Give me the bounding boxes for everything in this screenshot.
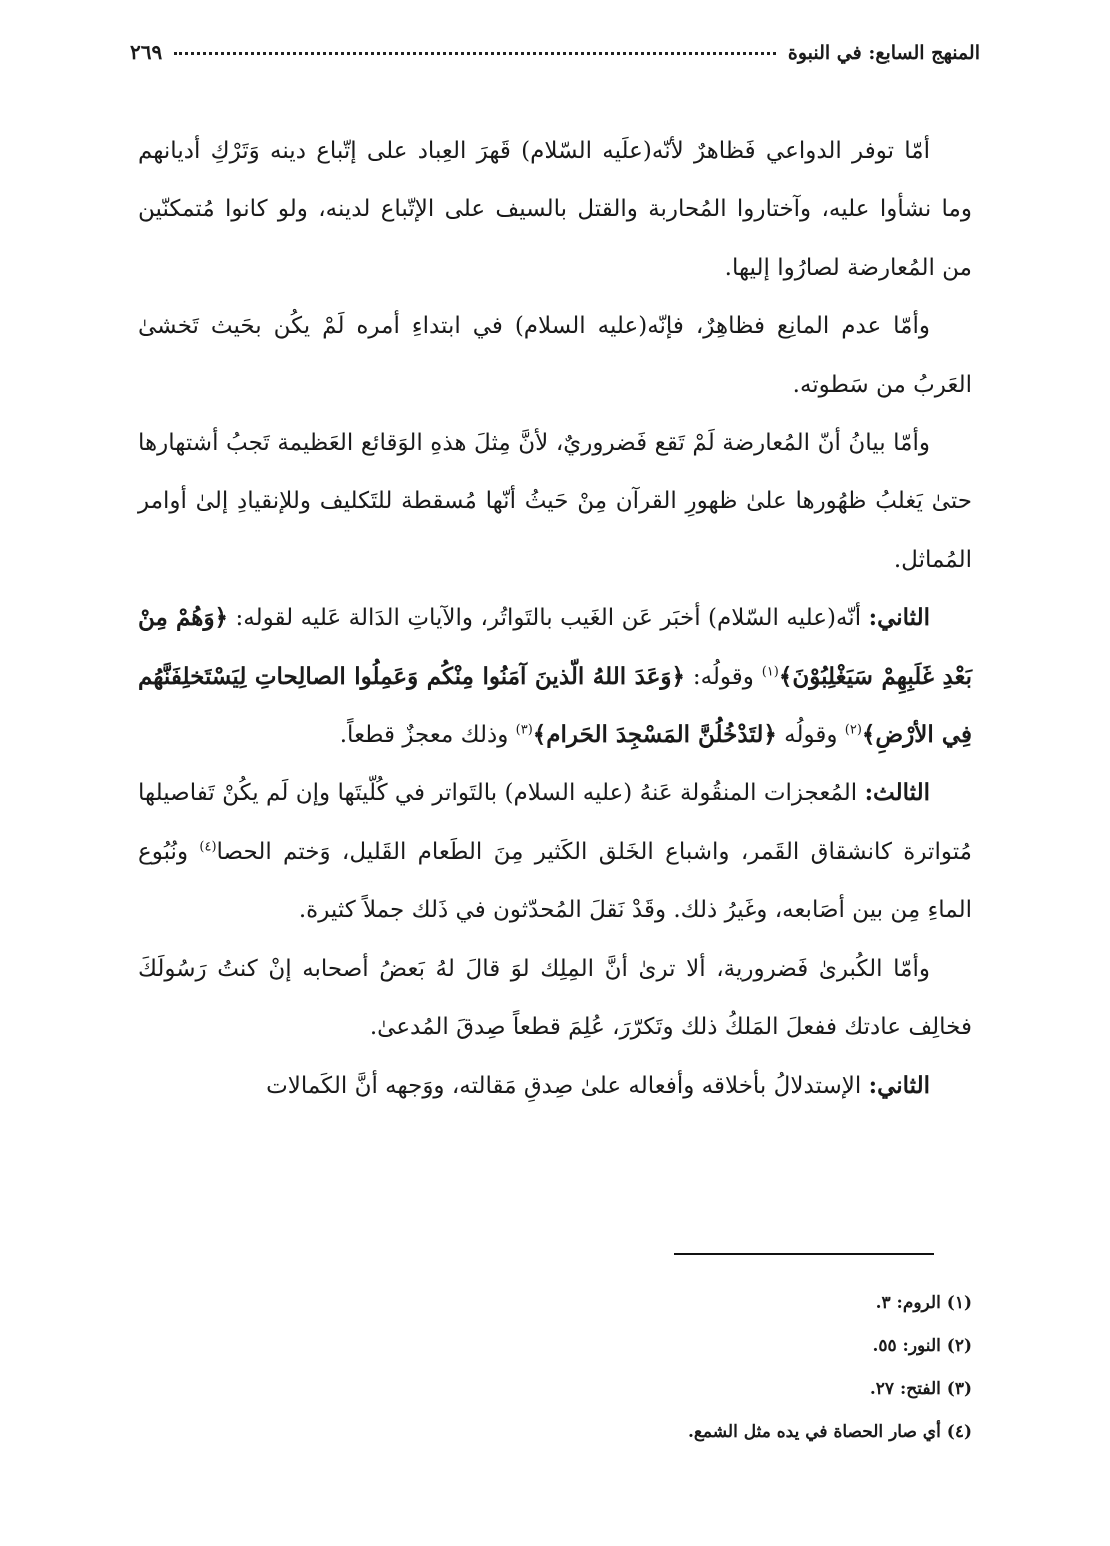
paragraph-5 <box>138 764 972 939</box>
paragraph-4-intro: أنّه(عليه السّلام) أخبَر عَن الغَيب بالتَواتُر، والآياتِ الدَالة عَليه لقوله: <box>228 605 869 632</box>
footnote-1: (١) الروم: ٣. <box>875 1293 972 1313</box>
footnotes <box>138 1282 972 1454</box>
paragraph-2: وأمّا عدم المانِع فظاهِرٌ، فإنّه(عليه السلام) في ابتداءِ أمره لَمْ يكُن بحَيث تَخشىٰ العَربُ من سَطوته. <box>138 313 972 398</box>
paragraph-5-text-a: المُعجزات المنقُولة عَنهُ (عليه السلام) بالتَواتر في كُلّيتَها وإن لَم يكُنْ تَفاصيلها مُتواترة كانشقاق القَمر، واشباع الخَلق الكَثير مِنَ الطَعام القَليل، وَختم الحصا <box>138 780 972 865</box>
header-dot-leader <box>174 52 776 55</box>
footnote-ref-4: (٤) <box>199 839 217 855</box>
quran-verse-3: ﴿لتَدْخُلُنَّ المَسْجِدَ الحَرام﴾ <box>532 721 777 749</box>
paragraph-7-text: الإستدلالُ بأخلاقه وأفعاله علىٰ صِدقِ مَقالته، ووَجهه أنَّ الكَمالات <box>266 1072 869 1099</box>
footnote-ref-2: (٢) <box>844 722 862 738</box>
paragraph-4 <box>138 589 972 764</box>
footnote-ref-3: (٣) <box>515 722 533 738</box>
paragraph-5-text-b: ونُبُوع الماءِ مِن بين أصَابعه، وغَيرُ ذلك. وقَدْ نَقلَ المُحدّثون في ذَلك جملاً كثيرة. <box>138 838 972 924</box>
quran-verse-1: ﴿وَهُمْ مِنْ بَعْدِ غَلَبِهِمْ سَيَغْلِبُوْنَ﴾ <box>138 604 973 690</box>
paragraph-4-lead: الثاني: <box>868 604 930 632</box>
footnote-ref-1: (١) <box>761 664 779 679</box>
footnote-4: (٤) أي صار الحصاة في يده مثل الشمع. <box>687 1422 972 1442</box>
page-number: ٢٦٩ <box>130 40 163 64</box>
quran-verse-2: ﴿وَعَدَ اللهُ الّذينَ آمَنُوا مِنْكُم وَعَمِلُوا الصالِحاتِ لِيَسْتَخلِفَنَّهُم فِي الأرْضِ﴾ <box>138 662 972 749</box>
footnote-2: (٢) النور: ٥٥. <box>872 1336 972 1356</box>
paragraph-1: أمّا توفر الدواعي فَظاهرٌ لأنّه(علَيه السّلام) قَهرَ العِباد على إتّباع دينه وَتَرْكِ أديانهم وما نشأوا عليه، وآختاروا المُحاربة والقتل بالسيف على الإتّباع لدينه، ولو كانوا مُتمكنّين من المُعارضة لصارُوا إليها. <box>138 138 972 281</box>
paragraph-5-lead: الثالث: <box>864 779 930 807</box>
running-header <box>130 40 980 76</box>
paragraph-7-lead: الثاني: <box>868 1071 930 1099</box>
body-text <box>138 122 972 1115</box>
paragraph-7 <box>138 1057 972 1115</box>
paragraph-6: وأمّا الكُبرىٰ فَضرورية، ألا ترىٰ أنَّ المِلِك لوَ قالَ لهُ بَعضُ أصحابه إنْ كنتُ رَسُولَكَ فخالِف عادتك ففعلَ المَلكُ ذلك وتَكرّرَ، عُلِمَ قطعاً صِدقَ المُدعىٰ. <box>138 955 972 1041</box>
footnote-separator <box>674 1253 934 1255</box>
footnote-3: (٣) الفتح: ٢٧. <box>869 1379 972 1399</box>
paragraph-4-mid-1: وقولُه: <box>685 663 762 690</box>
header-title: المنهج السابع: في النبوة <box>787 42 980 64</box>
paragraph-3: وأمّا بيانُ أنّ المُعارضة لَمْ تَقع فَضروريٌ، لأنَّ مِثلَ هذهِ الوَقائع العَظيمة تَجبُ أشتهارها حتىٰ يَغلبُ ظهُورها علىٰ ظهورِ القرآن مِنْ حَيثُ أنّها مُسقطة للتَكليف وللإنقيادِ إلىٰ أوامر المُماثل. <box>138 430 972 573</box>
paragraph-4-end: وذلك معجزٌ قطعاً. <box>339 722 516 749</box>
paragraph-4-mid-2: وقولُه <box>776 722 845 749</box>
